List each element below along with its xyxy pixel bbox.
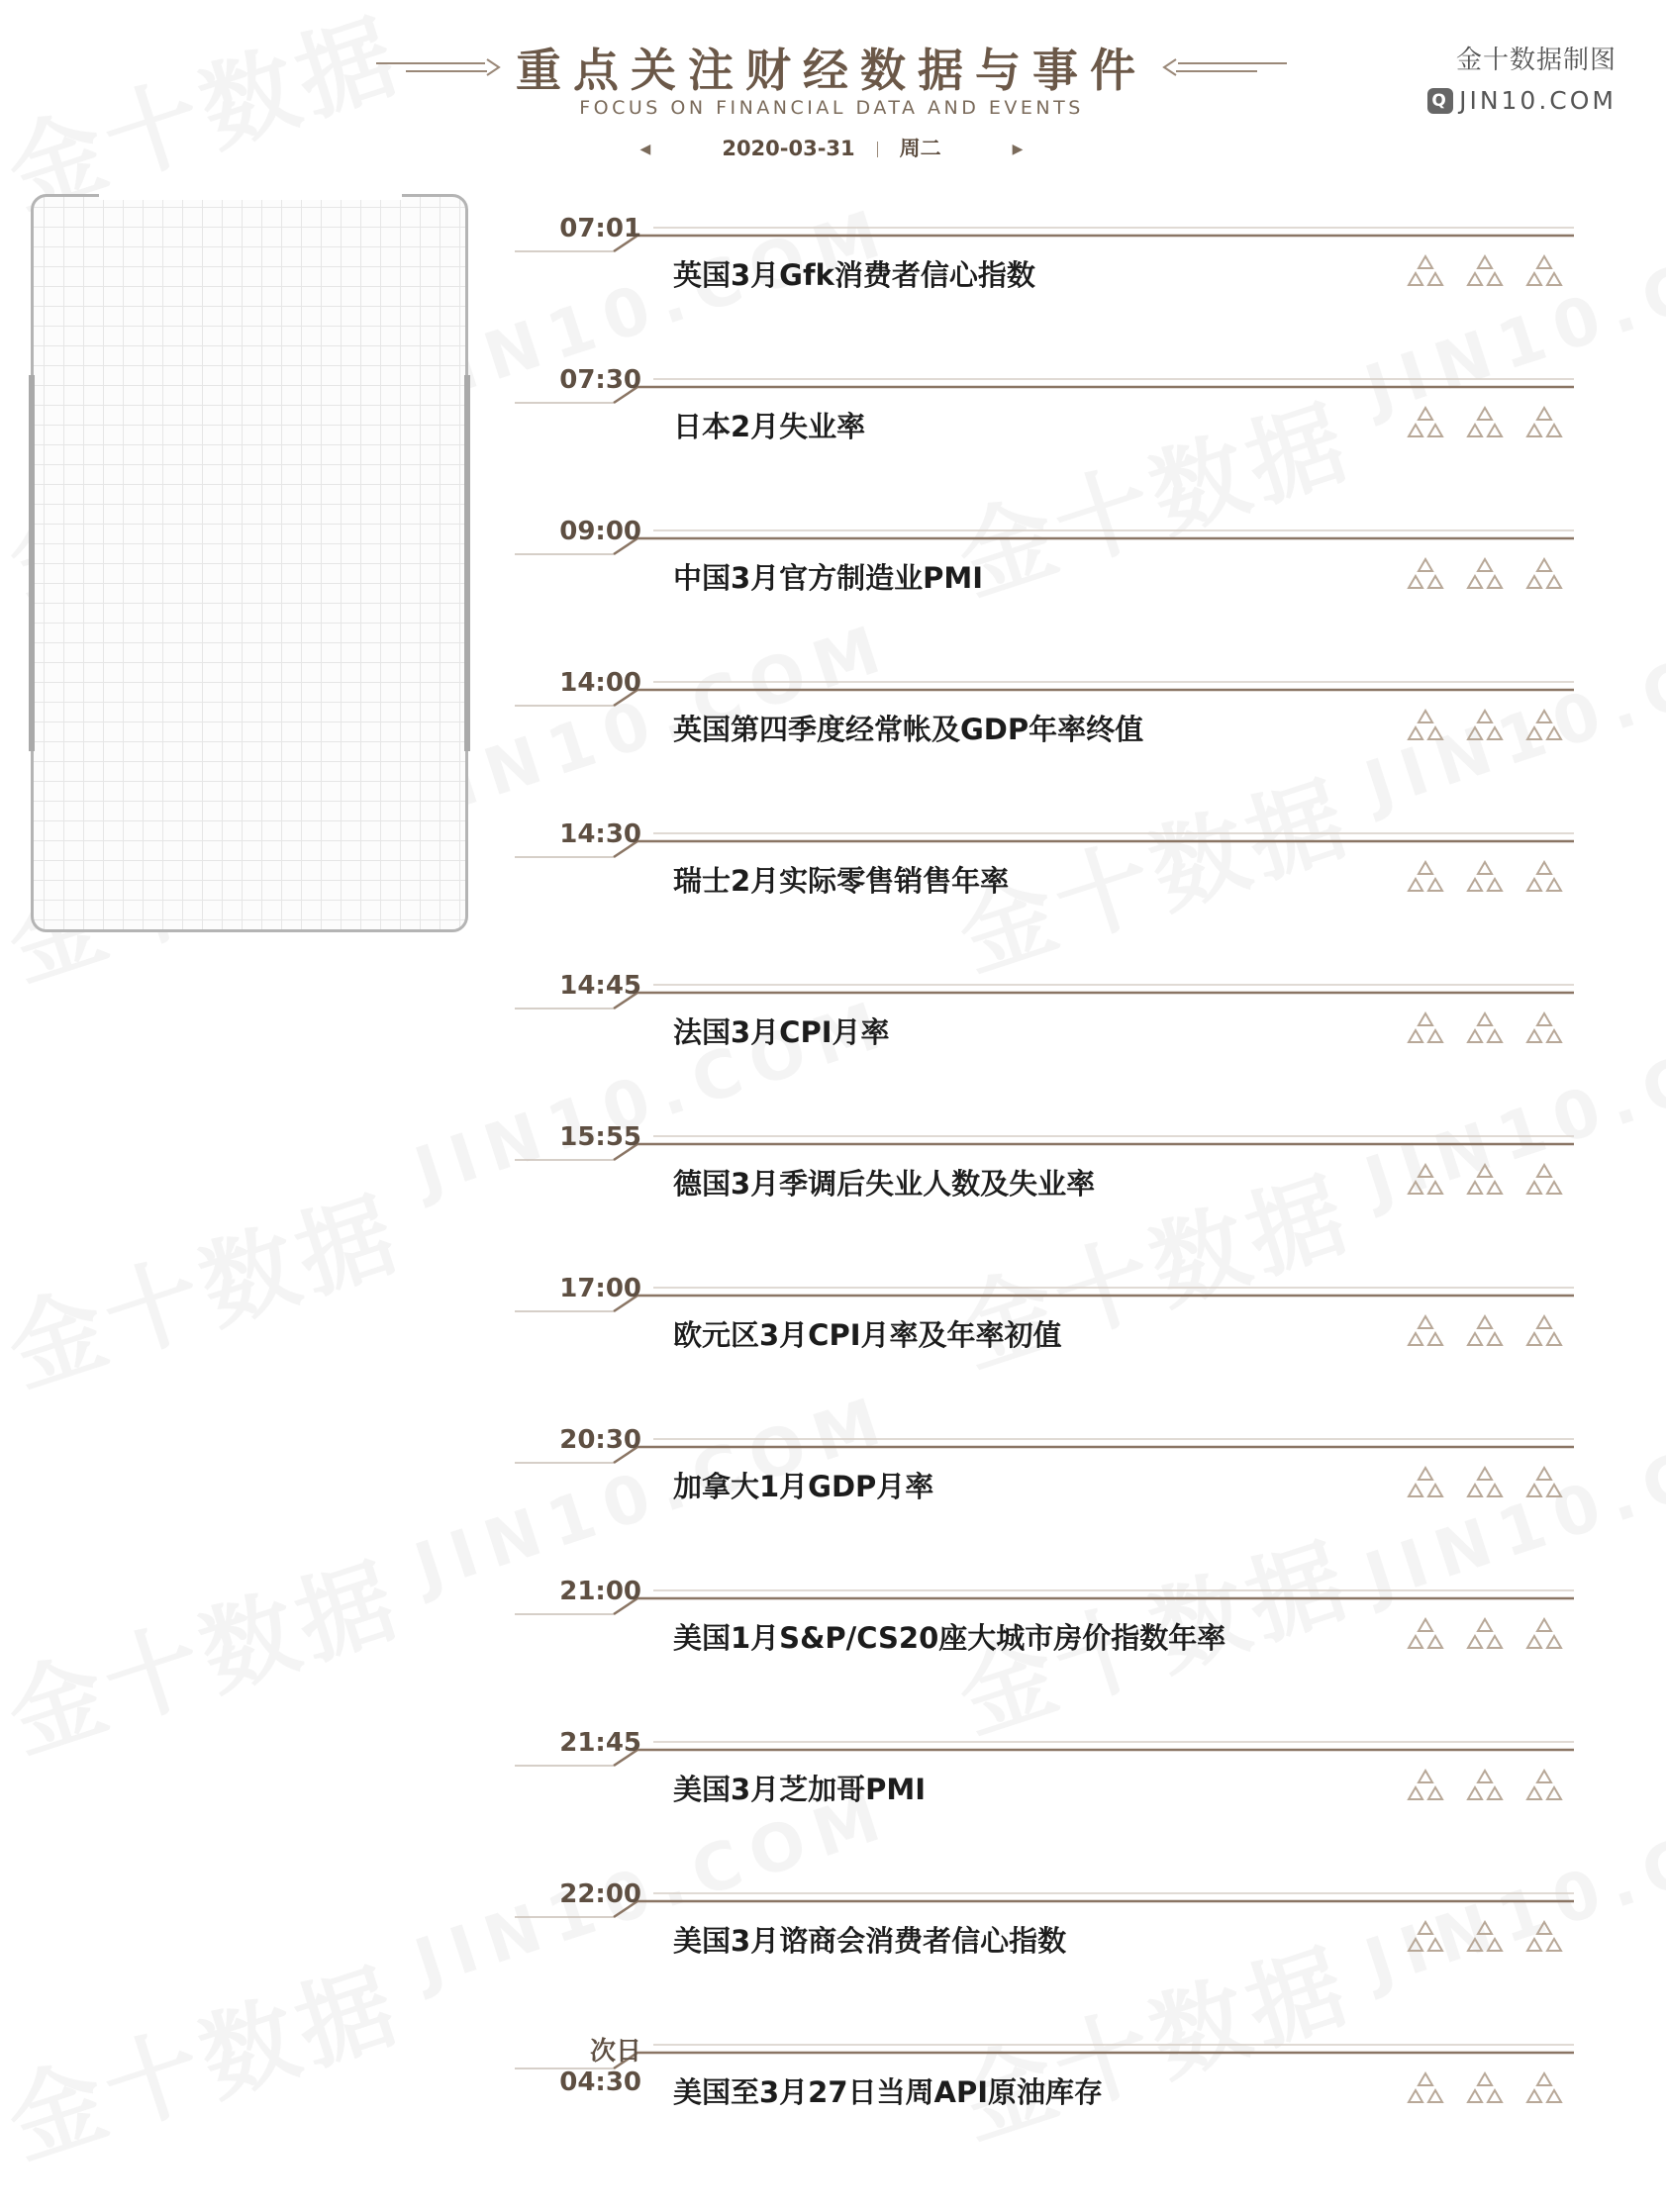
importance-star-icon — [1465, 1919, 1505, 1959]
importance-star-icon — [1406, 405, 1445, 444]
event-time: 次日04:30 — [559, 2037, 641, 2097]
importance-star-icon — [1406, 1919, 1445, 1959]
brand-name: 金十数据制图 — [1455, 46, 1617, 75]
event-divider — [515, 1724, 1574, 1774]
brand-site — [1427, 86, 1617, 115]
page-subtitle: FOCUS ON FINANCIAL DATA AND EVENTS — [579, 97, 1084, 119]
event-divider — [515, 1875, 1574, 1925]
event-row[interactable] — [515, 1421, 1574, 1573]
importance-star-icon — [1524, 556, 1564, 596]
event-time: 09:00 — [559, 517, 641, 546]
importance-star-icon — [1524, 1313, 1564, 1353]
event-row[interactable] — [515, 210, 1574, 361]
panel-side-bar-right — [464, 375, 470, 751]
importance-star-icon — [1406, 1313, 1445, 1353]
importance-star-icon — [1524, 2070, 1564, 2110]
event-title: 英国第四季度经常帐及GDP年率终值 — [673, 713, 1144, 746]
event-time: 17:00 — [559, 1274, 641, 1303]
importance-star-icon — [1465, 1313, 1505, 1353]
event-title: 法国3月CPI月率 — [673, 1015, 890, 1049]
event-divider — [515, 1270, 1574, 1319]
prev-day-icon[interactable]: ◀ — [639, 142, 651, 157]
event-list — [515, 210, 1574, 2178]
date-navigator — [366, 133, 1297, 162]
importance-star-icon — [1465, 405, 1505, 444]
event-title: 加拿大1月GDP月率 — [673, 1470, 934, 1503]
importance-star-icon — [1465, 253, 1505, 293]
date-label: 2020-03-31 — [722, 137, 855, 160]
importance-star-icon — [1465, 556, 1505, 596]
date-separator — [877, 142, 878, 157]
event-divider — [515, 1573, 1574, 1622]
event-title: 美国至3月27日当周API原油库存 — [673, 2075, 1104, 2109]
importance-star-icon — [1465, 1010, 1505, 1050]
event-title: 英国3月Gfk消费者信心指数 — [673, 258, 1035, 292]
importance-star-icon — [1406, 253, 1445, 293]
importance-star-icon — [1524, 1616, 1564, 1656]
event-divider — [515, 1421, 1574, 1471]
next-day-icon[interactable]: ▶ — [1012, 142, 1024, 157]
event-divider — [515, 816, 1574, 865]
importance-star-icon — [1465, 1768, 1505, 1807]
event-time: 14:45 — [559, 971, 641, 1001]
importance-star-icon — [1524, 405, 1564, 444]
page-header — [366, 30, 1297, 168]
event-row[interactable] — [515, 1724, 1574, 1875]
brand-site-text: JIN10.COM — [1459, 86, 1617, 115]
event-time: 22:00 — [559, 1879, 641, 1909]
event-time: 21:00 — [559, 1577, 641, 1606]
page-title: 重点关注财经数据与事件 — [516, 44, 1147, 97]
event-time: 15:55 — [559, 1122, 641, 1152]
title-ornament-right-icon — [1158, 55, 1287, 79]
brand-block — [1427, 40, 1617, 115]
importance-star-icon — [1524, 859, 1564, 899]
event-title: 美国3月芝加哥PMI — [673, 1773, 927, 1806]
event-row[interactable] — [515, 1118, 1574, 1270]
importance-star-icon — [1406, 859, 1445, 899]
event-row[interactable] — [515, 967, 1574, 1118]
importance-star-icon — [1465, 1616, 1505, 1656]
event-time: 14:30 — [559, 819, 641, 849]
importance-star-icon — [1406, 2070, 1445, 2110]
event-time: 20:30 — [559, 1425, 641, 1455]
importance-star-icon — [1406, 1616, 1445, 1656]
weekday-label: 周二 — [899, 137, 941, 160]
importance-star-icon — [1465, 1162, 1505, 1202]
event-time: 07:01 — [559, 214, 641, 243]
grid-panel — [31, 194, 468, 932]
importance-star-icon — [1524, 253, 1564, 293]
importance-star-icon — [1406, 1162, 1445, 1202]
event-row[interactable] — [515, 816, 1574, 967]
event-title: 日本2月失业率 — [673, 410, 866, 443]
importance-star-icon — [1465, 1465, 1505, 1504]
importance-star-icon — [1406, 1768, 1445, 1807]
importance-star-icon — [1524, 708, 1564, 747]
event-row[interactable] — [515, 664, 1574, 816]
event-time: 07:30 — [559, 365, 641, 395]
event-divider — [515, 967, 1574, 1016]
jin10-logo-icon: Q — [1427, 88, 1453, 114]
event-divider — [515, 2027, 1574, 2076]
event-time: 14:00 — [559, 668, 641, 698]
event-title: 美国1月S&P/CS20座大城市房价指数年率 — [673, 1621, 1226, 1655]
panel-side-bar-left — [29, 375, 35, 751]
event-title: 中国3月官方制造业PMI — [673, 561, 984, 595]
event-divider — [515, 210, 1574, 259]
event-row[interactable] — [515, 1875, 1574, 2027]
event-row[interactable] — [515, 2027, 1574, 2178]
importance-star-icon — [1465, 2070, 1505, 2110]
watermark-cn — [0, 1524, 415, 1778]
event-title: 瑞士2月实际零售销售年率 — [673, 864, 1010, 898]
event-row[interactable] — [515, 1573, 1574, 1724]
event-divider — [515, 513, 1574, 562]
event-divider — [515, 361, 1574, 411]
importance-star-icon — [1406, 1010, 1445, 1050]
panel-notch — [99, 193, 402, 200]
watermark-cn — [0, 1158, 415, 1411]
event-row[interactable] — [515, 361, 1574, 513]
importance-star-icon — [1524, 1162, 1564, 1202]
event-row[interactable] — [515, 1270, 1574, 1421]
importance-star-icon — [1406, 1465, 1445, 1504]
event-divider — [515, 1118, 1574, 1168]
event-title: 美国3月谘商会消费者信心指数 — [673, 1924, 1067, 1958]
event-row[interactable] — [515, 513, 1574, 664]
importance-star-icon — [1406, 556, 1445, 596]
event-title: 德国3月季调后失业人数及失业率 — [673, 1167, 1096, 1201]
watermark-cn — [0, 1930, 415, 2183]
event-time: 21:45 — [559, 1728, 641, 1758]
importance-star-icon — [1524, 1919, 1564, 1959]
importance-star-icon — [1465, 708, 1505, 747]
importance-star-icon — [1406, 708, 1445, 747]
importance-star-icon — [1465, 859, 1505, 899]
event-title: 欧元区3月CPI月率及年率初值 — [673, 1318, 1062, 1352]
importance-star-icon — [1524, 1465, 1564, 1504]
importance-star-icon — [1524, 1768, 1564, 1807]
importance-star-icon — [1524, 1010, 1564, 1050]
event-divider — [515, 664, 1574, 714]
